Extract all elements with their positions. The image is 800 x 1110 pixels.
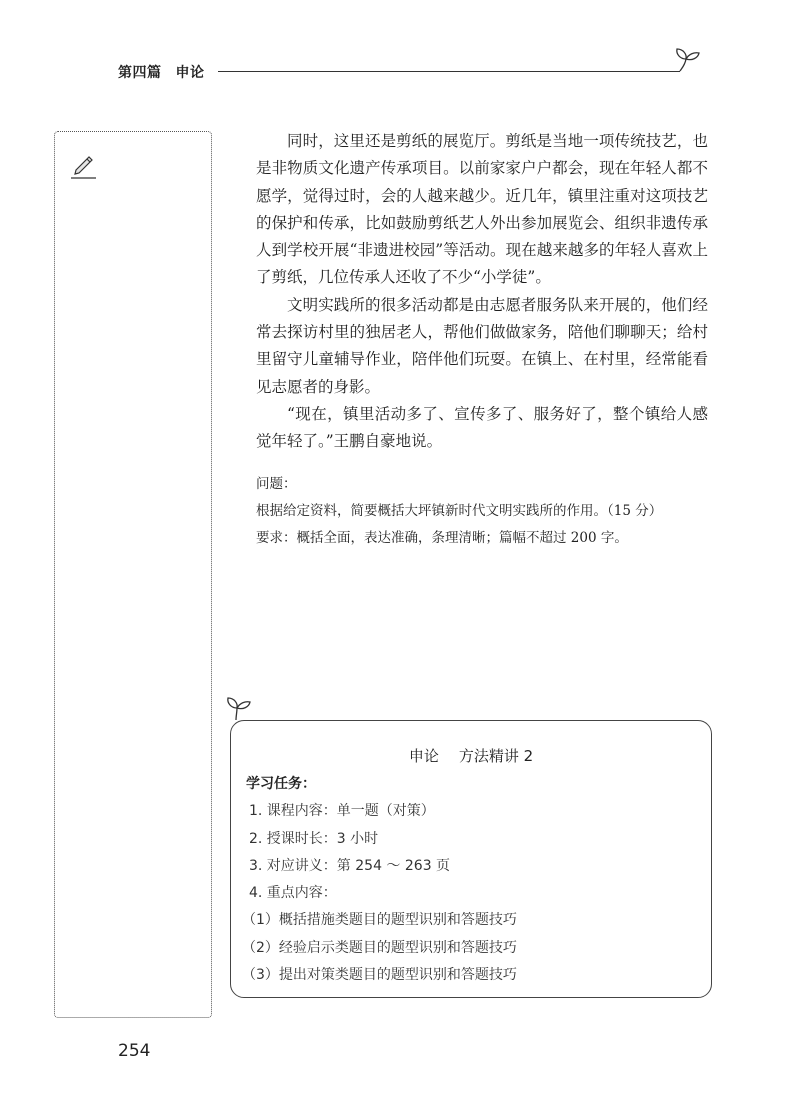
question-label: 问题： — [256, 476, 297, 492]
page-number: 254 — [118, 1041, 151, 1061]
part-label: 第四篇 — [118, 65, 162, 81]
subject-label: 申论 — [175, 65, 205, 81]
sprout-icon — [224, 693, 252, 721]
passage-text — [256, 128, 708, 456]
task-subitem: （2）经验启示类题目的题型识别和答题技巧 — [242, 939, 517, 956]
task-subitem: （1）概括措施类题目的题型识别和答题技巧 — [242, 912, 517, 929]
paragraph: “现在，镇里活动多了、宣传多了、服务好了，整个镇给人感觉年轻了。”王鹏自豪地说。 — [256, 404, 708, 451]
task-title — [230, 745, 712, 766]
paragraph: 文明实践所的很多活动都是由志愿者服务队来开展的，他们经常去探访村里的独居老人，帮他们做做家务，陪他们聊聊天；给村里留守儿童辅导作业，陪伴他们玩耍。在镇上、在村里，经常能看见志愿者的身影。 — [256, 295, 708, 396]
task-item: 3. 对应讲义：第 254 ～ 263 页 — [249, 857, 451, 874]
task-subitem: （3）提出对策类题目的题型识别和答题技巧 — [242, 967, 517, 984]
notes-margin-box — [54, 131, 212, 1018]
question-prompt: 根据给定资料，简要概括大坪镇新时代文明实践所的作用。（15 分） — [256, 503, 663, 519]
task-item: 2. 授课时长：3 小时 — [249, 830, 379, 847]
question-requirement: 要求：概括全面，表达准确，条理清晰；篇幅不超过 200 字。 — [256, 530, 628, 546]
header-rule — [218, 71, 680, 72]
task-title-subject: 申论 — [408, 747, 439, 765]
task-list — [242, 771, 517, 989]
task-heading: 学习任务： — [246, 776, 316, 792]
task-item: 4. 重点内容： — [249, 885, 337, 902]
question-block — [256, 471, 716, 552]
task-item: 1. 课程内容：单一题（对策） — [249, 803, 435, 820]
pencil-icon — [68, 150, 98, 180]
task-title-topic: 方法精讲 2 — [458, 747, 534, 765]
paragraph: 同时，这里还是剪纸的展览厅。剪纸是当地一项传统技艺，也是非物质文化遗产传承项目。以前家家户户都会，现在年轻人都不愿学，觉得过时，会的人越来越少。近几年，镇里注重对这项技艺的保护和传承，比如鼓励剪纸艺人外出参加展览会、组织非遗传承人到学校开展“非遗进校园”等活动。现在越来越多的年轻人喜欢上了剪纸，几位传承人还收了不少“小学徒”。 — [256, 132, 708, 287]
sprout-icon — [672, 44, 702, 74]
running-header — [118, 62, 205, 82]
